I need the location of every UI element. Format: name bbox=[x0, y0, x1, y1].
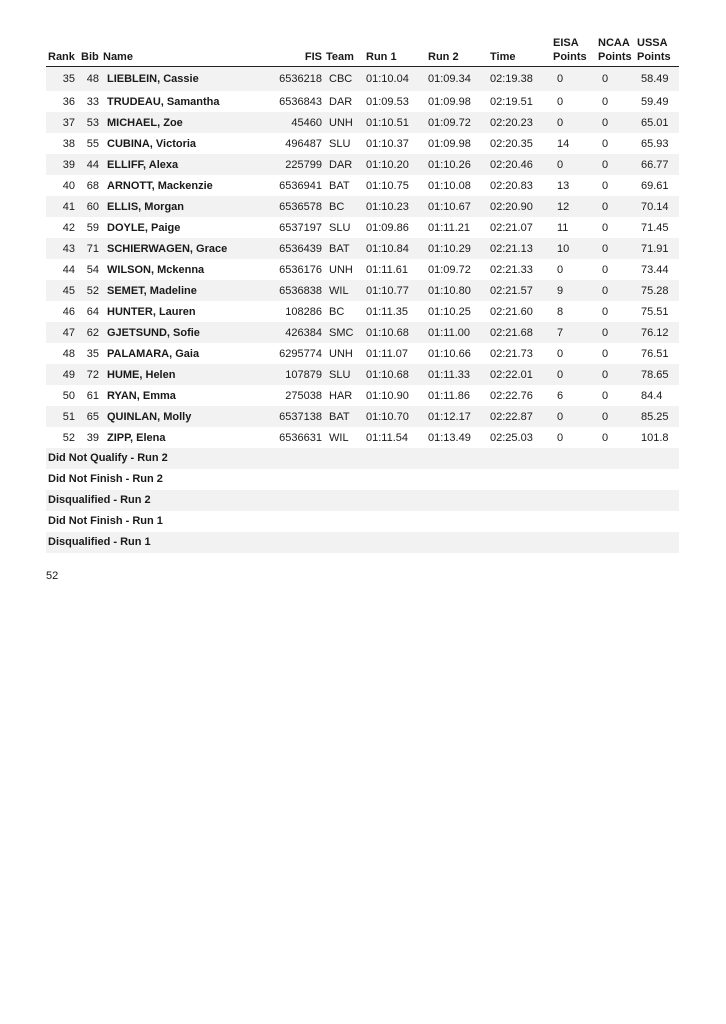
cell-name: MICHAEL, Zoe bbox=[101, 112, 264, 133]
cell-rank: 49 bbox=[46, 364, 79, 385]
cell-fis: 6295774 bbox=[279, 347, 322, 360]
cell-eisa: 13 bbox=[557, 179, 570, 192]
cell-bib: 64 bbox=[86, 305, 99, 318]
table-row bbox=[46, 217, 679, 238]
cell-time: 02:22.87 bbox=[488, 406, 551, 427]
cell-team: SLU bbox=[324, 364, 364, 385]
table-row bbox=[46, 154, 679, 175]
cell-ussa: 76.51 bbox=[641, 347, 669, 360]
cell-ncaa: 0 bbox=[596, 196, 635, 217]
header-ncaa-points bbox=[596, 36, 635, 67]
cell-rank: 52 bbox=[62, 431, 75, 444]
cell-fis: 6537197 bbox=[279, 221, 322, 234]
cell-fis: 496487 bbox=[285, 137, 322, 150]
status-sections bbox=[46, 448, 679, 553]
table-row bbox=[46, 364, 679, 385]
status-section-heading: Disqualified - Run 1 bbox=[46, 532, 679, 553]
cell-run1: 01:10.51 bbox=[364, 112, 426, 133]
cell-name: LIEBLEIN, Cassie bbox=[101, 67, 264, 92]
cell-eisa: 0 bbox=[551, 112, 596, 133]
table-row bbox=[46, 385, 679, 406]
cell-eisa: 6 bbox=[557, 389, 564, 402]
cell-bib: 35 bbox=[86, 347, 99, 360]
cell-ussa: 71.45 bbox=[641, 221, 669, 234]
cell-time: 02:21.07 bbox=[490, 221, 533, 234]
cell-ncaa: 0 bbox=[602, 389, 609, 402]
cell-time: 02:19.38 bbox=[488, 67, 551, 92]
cell-team: SMC bbox=[324, 322, 364, 343]
cell-eisa: 0 bbox=[551, 406, 596, 427]
results-table bbox=[46, 36, 679, 448]
cell-rank: 38 bbox=[62, 137, 75, 150]
cell-run1: 01:10.75 bbox=[366, 179, 409, 192]
cell-fis: 6536631 bbox=[279, 431, 322, 444]
cell-ussa: 65.93 bbox=[641, 137, 669, 150]
cell-bib: 71 bbox=[79, 238, 101, 259]
cell-ussa: 75.51 bbox=[641, 305, 669, 318]
cell-ncaa: 0 bbox=[602, 263, 609, 276]
table-row bbox=[46, 322, 679, 343]
cell-ncaa: 0 bbox=[602, 137, 609, 150]
cell-ussa: 65.01 bbox=[635, 112, 679, 133]
cell-eisa: 0 bbox=[557, 263, 564, 276]
cell-team: UNH bbox=[329, 263, 353, 276]
status-section-heading: Disqualified - Run 2 bbox=[46, 490, 679, 511]
header-eisa-line2: Points bbox=[553, 51, 587, 63]
cell-ussa: 85.25 bbox=[635, 406, 679, 427]
cell-name: CUBINA, Victoria bbox=[107, 137, 197, 150]
header-ncaa-line2: Points bbox=[598, 51, 632, 63]
cell-bib: 68 bbox=[86, 179, 99, 192]
cell-ussa: 101.8 bbox=[641, 431, 669, 444]
cell-run2: 01:11.00 bbox=[426, 322, 488, 343]
cell-name: ELLIS, Morgan bbox=[101, 196, 264, 217]
cell-ncaa: 0 bbox=[602, 431, 609, 444]
cell-name: HUNTER, Lauren bbox=[107, 305, 196, 318]
cell-run2: 01:09.98 bbox=[428, 137, 471, 150]
cell-run1: 01:10.20 bbox=[364, 154, 426, 175]
cell-ncaa: 0 bbox=[596, 67, 635, 92]
cell-rank: 42 bbox=[62, 221, 75, 234]
header-eisa-points bbox=[551, 36, 596, 67]
cell-rank: 35 bbox=[46, 67, 79, 92]
header-fis: FIS bbox=[264, 36, 324, 67]
cell-name: ZIPP, Elena bbox=[107, 431, 166, 444]
cell-time: 02:20.46 bbox=[488, 154, 551, 175]
cell-name: HUME, Helen bbox=[101, 364, 264, 385]
cell-bib: 39 bbox=[86, 431, 99, 444]
cell-ussa: 76.12 bbox=[635, 322, 679, 343]
status-section-heading: Did Not Finish - Run 2 bbox=[48, 473, 163, 485]
cell-run2: 01:10.26 bbox=[426, 154, 488, 175]
cell-team: BAT bbox=[329, 179, 350, 192]
cell-time: 02:21.68 bbox=[488, 322, 551, 343]
cell-run1: 01:11.07 bbox=[366, 347, 409, 360]
table-row bbox=[46, 259, 679, 280]
cell-run2: 01:12.17 bbox=[426, 406, 488, 427]
cell-bib: 52 bbox=[79, 280, 101, 301]
cell-rank: 50 bbox=[62, 389, 75, 402]
cell-fis: 108286 bbox=[285, 305, 322, 318]
cell-ncaa: 0 bbox=[602, 179, 609, 192]
results-body bbox=[46, 67, 679, 449]
cell-run2: 01:09.98 bbox=[428, 95, 471, 108]
cell-bib: 55 bbox=[86, 137, 99, 150]
cell-ncaa: 0 bbox=[596, 154, 635, 175]
cell-team: BAT bbox=[324, 406, 364, 427]
cell-name: SCHIERWAGEN, Grace bbox=[101, 238, 264, 259]
cell-team: SLU bbox=[329, 137, 351, 150]
cell-team: DAR bbox=[324, 154, 364, 175]
cell-time: 02:22.01 bbox=[488, 364, 551, 385]
cell-eisa: 14 bbox=[557, 137, 570, 150]
cell-run1: 01:11.54 bbox=[366, 431, 409, 444]
table-row bbox=[46, 112, 679, 133]
cell-bib: 48 bbox=[79, 67, 101, 92]
cell-bib: 53 bbox=[79, 112, 101, 133]
cell-bib: 54 bbox=[86, 263, 99, 276]
cell-ussa: 84.4 bbox=[641, 389, 663, 402]
cell-rank: 41 bbox=[46, 196, 79, 217]
cell-name: WILSON, Mckenna bbox=[107, 263, 205, 276]
cell-eisa: 10 bbox=[551, 238, 596, 259]
cell-run2: 01:13.49 bbox=[428, 431, 471, 444]
cell-time: 02:21.60 bbox=[490, 305, 533, 318]
header-run1: Run 1 bbox=[364, 36, 426, 67]
table-row bbox=[46, 301, 679, 322]
table-row bbox=[46, 91, 679, 112]
cell-run1: 01:10.77 bbox=[364, 280, 426, 301]
header-ussa-line2: Points bbox=[637, 51, 671, 63]
status-section-heading: Did Not Qualify - Run 2 bbox=[46, 448, 679, 469]
cell-rank: 39 bbox=[46, 154, 79, 175]
cell-fis: 45460 bbox=[264, 112, 324, 133]
cell-ncaa: 0 bbox=[596, 238, 635, 259]
table-row bbox=[46, 175, 679, 196]
cell-rank: 51 bbox=[46, 406, 79, 427]
cell-time: 02:20.90 bbox=[488, 196, 551, 217]
cell-run2: 01:10.80 bbox=[426, 280, 488, 301]
cell-run2: 01:10.67 bbox=[426, 196, 488, 217]
cell-bib: 62 bbox=[79, 322, 101, 343]
cell-bib: 44 bbox=[79, 154, 101, 175]
cell-run1: 01:10.37 bbox=[366, 137, 409, 150]
cell-time: 02:20.35 bbox=[490, 137, 533, 150]
cell-time: 02:20.83 bbox=[490, 179, 533, 192]
cell-fis: 107879 bbox=[264, 364, 324, 385]
cell-fis: 426384 bbox=[264, 322, 324, 343]
cell-rank: 44 bbox=[62, 263, 75, 276]
cell-eisa: 7 bbox=[551, 322, 596, 343]
cell-name: QUINLAN, Molly bbox=[101, 406, 264, 427]
cell-ncaa: 0 bbox=[596, 406, 635, 427]
cell-run1: 01:10.04 bbox=[364, 67, 426, 92]
cell-ussa: 69.61 bbox=[641, 179, 669, 192]
cell-time: 02:21.33 bbox=[490, 263, 533, 276]
cell-rank: 36 bbox=[62, 95, 75, 108]
cell-time: 02:22.76 bbox=[490, 389, 533, 402]
cell-fis: 6536439 bbox=[264, 238, 324, 259]
status-section-heading: Did Not Finish - Run 1 bbox=[48, 515, 163, 527]
cell-run1: 01:09.86 bbox=[366, 221, 409, 234]
header-time: Time bbox=[488, 36, 551, 67]
cell-fis: 6536578 bbox=[264, 196, 324, 217]
cell-fis: 6536941 bbox=[279, 179, 322, 192]
cell-eisa: 0 bbox=[557, 431, 564, 444]
cell-ussa: 59.49 bbox=[641, 95, 669, 108]
cell-ussa: 75.28 bbox=[635, 280, 679, 301]
cell-fis: 6536218 bbox=[264, 67, 324, 92]
cell-fis: 225799 bbox=[264, 154, 324, 175]
cell-run2: 01:10.66 bbox=[428, 347, 471, 360]
cell-team: DAR bbox=[329, 95, 353, 108]
cell-name: ELLIFF, Alexa bbox=[101, 154, 264, 175]
cell-run2: 01:10.25 bbox=[428, 305, 471, 318]
cell-bib: 61 bbox=[86, 389, 99, 402]
cell-name: SEMET, Madeline bbox=[101, 280, 264, 301]
cell-run1: 01:09.53 bbox=[366, 95, 409, 108]
cell-bib: 33 bbox=[86, 95, 99, 108]
cell-team: UNH bbox=[329, 347, 353, 360]
cell-run2: 01:09.72 bbox=[428, 263, 471, 276]
cell-bib: 59 bbox=[86, 221, 99, 234]
cell-ncaa: 0 bbox=[602, 221, 609, 234]
table-row bbox=[46, 133, 679, 154]
header-run2: Run 2 bbox=[426, 36, 488, 67]
cell-run1: 01:10.84 bbox=[364, 238, 426, 259]
results-page bbox=[46, 36, 679, 553]
cell-name: RYAN, Emma bbox=[107, 389, 176, 402]
cell-fis: 6536838 bbox=[264, 280, 324, 301]
header-team: Team bbox=[324, 36, 364, 67]
cell-run1: 01:11.35 bbox=[366, 305, 409, 318]
cell-run1: 01:11.61 bbox=[366, 263, 409, 276]
table-header-row bbox=[46, 36, 679, 67]
cell-team: BAT bbox=[324, 238, 364, 259]
cell-run2: 01:10.08 bbox=[428, 179, 471, 192]
cell-ncaa: 0 bbox=[596, 322, 635, 343]
cell-eisa: 11 bbox=[557, 221, 569, 234]
cell-ncaa: 0 bbox=[602, 305, 609, 318]
cell-ncaa: 0 bbox=[596, 112, 635, 133]
cell-time: 02:20.23 bbox=[488, 112, 551, 133]
cell-team: SLU bbox=[329, 221, 351, 234]
cell-run2: 01:09.72 bbox=[426, 112, 488, 133]
cell-time: 02:21.73 bbox=[490, 347, 533, 360]
cell-rank: 45 bbox=[46, 280, 79, 301]
cell-eisa: 9 bbox=[551, 280, 596, 301]
cell-rank: 48 bbox=[62, 347, 75, 360]
cell-ncaa: 0 bbox=[602, 347, 609, 360]
cell-eisa: 0 bbox=[551, 154, 596, 175]
cell-ussa: 70.14 bbox=[635, 196, 679, 217]
cell-team: CBC bbox=[324, 67, 364, 92]
cell-rank: 37 bbox=[46, 112, 79, 133]
cell-run1: 01:10.90 bbox=[366, 389, 409, 402]
header-eisa-line1: EISA bbox=[553, 37, 579, 49]
cell-run2: 01:11.86 bbox=[428, 389, 471, 402]
cell-time: 02:25.03 bbox=[490, 431, 533, 444]
cell-team: WIL bbox=[329, 431, 349, 444]
cell-team: HAR bbox=[329, 389, 353, 402]
cell-fis: 6536843 bbox=[279, 95, 322, 108]
cell-ussa: 78.65 bbox=[635, 364, 679, 385]
table-row bbox=[46, 238, 679, 259]
cell-time: 02:21.13 bbox=[488, 238, 551, 259]
cell-eisa: 12 bbox=[551, 196, 596, 217]
cell-fis: 275038 bbox=[285, 389, 322, 402]
table-row bbox=[46, 196, 679, 217]
cell-rank: 43 bbox=[46, 238, 79, 259]
table-row bbox=[46, 406, 679, 427]
cell-rank: 47 bbox=[46, 322, 79, 343]
cell-bib: 60 bbox=[79, 196, 101, 217]
cell-eisa: 0 bbox=[557, 95, 564, 108]
cell-run1: 01:10.68 bbox=[364, 322, 426, 343]
cell-ncaa: 0 bbox=[596, 280, 635, 301]
cell-name: PALAMARA, Gaia bbox=[107, 347, 200, 360]
cell-name: ARNOTT, Mackenzie bbox=[107, 179, 213, 192]
cell-ussa: 73.44 bbox=[641, 263, 669, 276]
cell-team: UNH bbox=[324, 112, 364, 133]
cell-eisa: 0 bbox=[551, 364, 596, 385]
cell-team: BC bbox=[329, 305, 345, 318]
table-row bbox=[46, 280, 679, 301]
cell-rank: 46 bbox=[62, 305, 75, 318]
cell-time: 02:19.51 bbox=[490, 95, 533, 108]
cell-eisa: 0 bbox=[557, 347, 564, 360]
header-rank: Rank bbox=[46, 36, 79, 67]
cell-eisa: 0 bbox=[551, 67, 596, 92]
header-ussa-line1: USSA bbox=[637, 37, 668, 49]
cell-ussa: 58.49 bbox=[635, 67, 679, 92]
cell-run2: 01:09.34 bbox=[426, 67, 488, 92]
cell-team: BC bbox=[324, 196, 364, 217]
cell-bib: 65 bbox=[79, 406, 101, 427]
cell-name: GJETSUND, Sofie bbox=[101, 322, 264, 343]
header-bib: Bib bbox=[79, 36, 101, 67]
cell-ncaa: 0 bbox=[596, 364, 635, 385]
cell-run1: 01:10.68 bbox=[364, 364, 426, 385]
footer-count: 52 bbox=[46, 570, 59, 582]
cell-run2: 01:11.21 bbox=[428, 221, 471, 234]
cell-ussa: 71.91 bbox=[635, 238, 679, 259]
cell-fis: 6537138 bbox=[264, 406, 324, 427]
cell-eisa: 8 bbox=[557, 305, 564, 318]
cell-run1: 01:10.23 bbox=[364, 196, 426, 217]
table-row bbox=[46, 67, 679, 92]
cell-run2: 01:10.29 bbox=[426, 238, 488, 259]
cell-team: WIL bbox=[324, 280, 364, 301]
header-ncaa-line1: NCAA bbox=[598, 37, 630, 49]
header-ussa-points bbox=[635, 36, 679, 67]
cell-run1: 01:10.70 bbox=[364, 406, 426, 427]
cell-bib: 72 bbox=[79, 364, 101, 385]
cell-rank: 40 bbox=[62, 179, 75, 192]
cell-name: DOYLE, Paige bbox=[107, 221, 181, 234]
cell-time: 02:21.57 bbox=[488, 280, 551, 301]
table-row bbox=[46, 427, 679, 448]
cell-run2: 01:11.33 bbox=[426, 364, 488, 385]
cell-fis: 6536176 bbox=[279, 263, 322, 276]
table-row bbox=[46, 343, 679, 364]
cell-name: TRUDEAU, Samantha bbox=[107, 95, 220, 108]
cell-ussa: 66.77 bbox=[635, 154, 679, 175]
cell-ncaa: 0 bbox=[602, 95, 609, 108]
header-name: Name bbox=[101, 36, 264, 67]
